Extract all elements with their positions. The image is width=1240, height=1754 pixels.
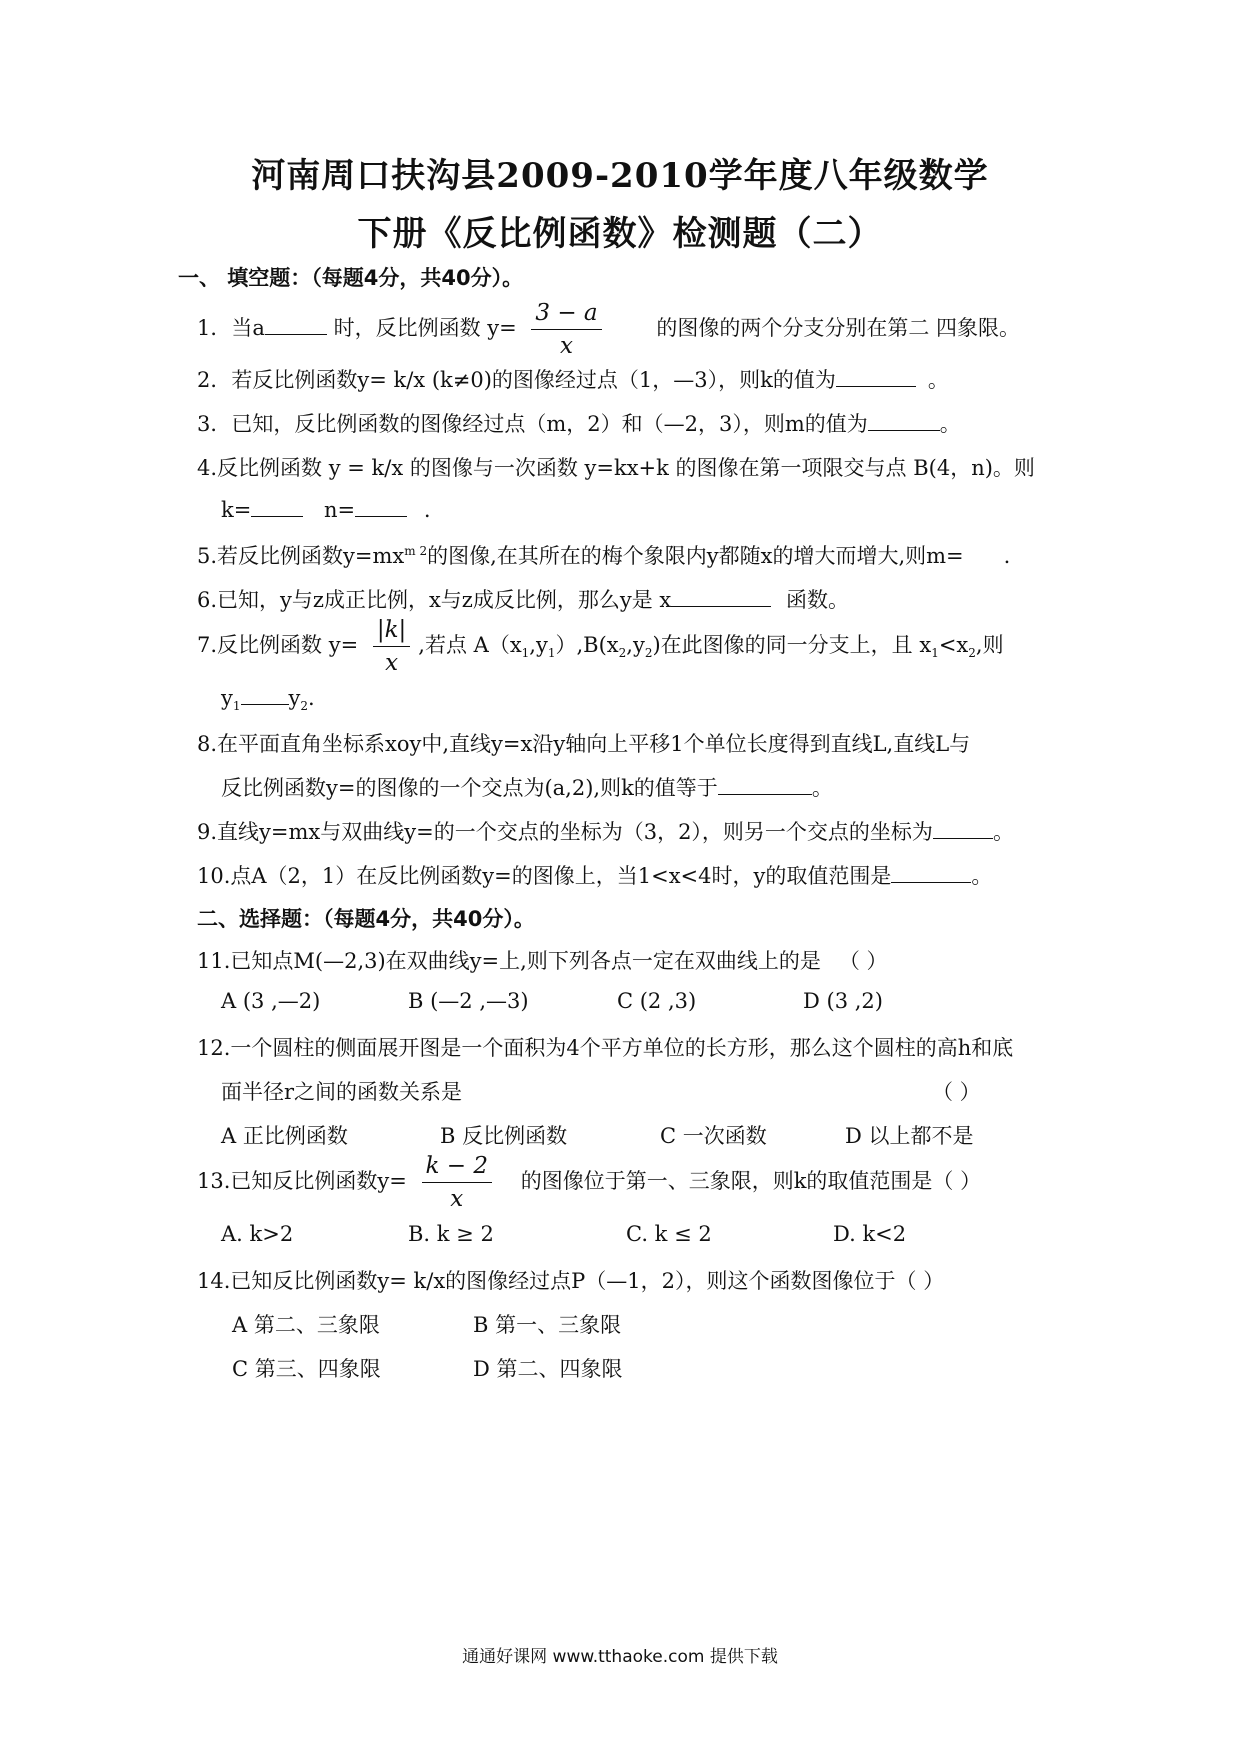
question-3 bbox=[197, 408, 961, 438]
subscript: 1 bbox=[931, 646, 939, 661]
question-14 bbox=[197, 1265, 944, 1295]
fraction bbox=[531, 297, 601, 362]
question-4-end: . bbox=[423, 498, 431, 522]
subscript: 2 bbox=[968, 646, 976, 661]
page-footer: 通通好课网 www.tthaoke.com 提供下载 bbox=[462, 1647, 778, 1667]
question-12-option-b: B 反比例函数 bbox=[440, 1124, 568, 1148]
answer-blank bbox=[241, 684, 289, 705]
question-13-text-b: 的图像位于第一、三象限，则k的取值范围是（ ） bbox=[520, 1169, 982, 1193]
answer-blank bbox=[891, 862, 971, 883]
question-3-text-a: 3．已知，反比例函数的图像经过点（m，2）和（—2，3），则m的值为 bbox=[197, 412, 868, 436]
question-13-option-a: A. k>2 bbox=[221, 1222, 294, 1246]
question-5-end: . bbox=[1003, 544, 1011, 568]
question-12-text-b: 面半径r之间的函数关系是 bbox=[221, 1080, 463, 1104]
question-11-option-b: B (—2 ,—3) bbox=[408, 989, 529, 1013]
answer-blank bbox=[868, 410, 940, 431]
question-13-option-b: B. k ≥ 2 bbox=[408, 1222, 494, 1246]
question-8-text-b: 反比例函数y=的图像的一个交点为(a,2),则k的值等于 bbox=[221, 776, 718, 800]
section-choice-heading: 二、选择题：（每题4分，共40分）。 bbox=[197, 907, 535, 931]
question-8-line-2 bbox=[221, 772, 833, 802]
question-6 bbox=[197, 584, 849, 614]
question-11-option-c: C (2 ,3) bbox=[617, 989, 697, 1013]
question-7-text-b: ,若点 A（x bbox=[418, 633, 522, 657]
question-7-text-a: 7.反比例函数 y= bbox=[197, 633, 359, 657]
question-1-text-a: 1．当a bbox=[197, 316, 265, 340]
question-4 bbox=[197, 452, 1035, 482]
subscript: 1 bbox=[232, 699, 241, 714]
question-1-text-b: 时，反比例函数 y= bbox=[333, 316, 517, 340]
question-8-text-a: 8.在平面直角坐标系xoy中,直线y=x沿y轴向上平移1个单位长度得到直线L,直线L与 bbox=[197, 732, 971, 756]
question-7-text-b2: ,y bbox=[529, 633, 548, 657]
fraction-numerator: |k| bbox=[373, 614, 410, 647]
fraction-denominator: x bbox=[450, 1186, 464, 1212]
question-13-option-c: C. k ≤ 2 bbox=[626, 1222, 712, 1246]
question-13 bbox=[197, 1150, 981, 1215]
question-8-text-c: 。 bbox=[811, 776, 833, 800]
question-14-text-a: 14.已知反比例函数y= k/x的图像经过点P（—1，2），则这个函数图像位于（ ） bbox=[197, 1269, 945, 1293]
answer-blank bbox=[265, 314, 327, 335]
question-11 bbox=[197, 945, 888, 975]
question-8 bbox=[197, 728, 970, 758]
answer-blank bbox=[933, 818, 993, 839]
question-12-option-c: C 一次函数 bbox=[660, 1124, 767, 1148]
question-9-text-a: 9.直线y=mx与双曲线y=的一个交点的坐标为（3，2），则另一个交点的坐标为 bbox=[197, 820, 933, 844]
question-14-option-c: C 第三、四象限 bbox=[232, 1357, 381, 1381]
fraction bbox=[373, 614, 410, 679]
question-1 bbox=[197, 297, 1020, 362]
question-4-k-label: k= bbox=[221, 498, 252, 522]
title-line-1: 河南周口扶沟县2009-2010学年度八年级数学 bbox=[251, 156, 989, 196]
question-7-text-d2: <x bbox=[938, 633, 969, 657]
question-5-text-b: 的图像,在其所在的梅个象限内y都随x的增大而增大,则m= bbox=[427, 544, 964, 568]
question-4-n-label: n= bbox=[324, 498, 356, 522]
question-6-text-a: 6.已知，y与z成正比例，x与z成反比例，那么y是 x bbox=[197, 588, 672, 612]
question-12-option-a: A 正比例函数 bbox=[221, 1124, 348, 1148]
question-2-text-a: 2．若反比例函数y= k/x (k≠0)的图像经过点（1，—3），则k的值为 bbox=[197, 368, 836, 392]
answer-parentheses: （ ） bbox=[838, 949, 888, 973]
question-14-option-a: A 第二、三象限 bbox=[232, 1313, 380, 1337]
question-12-text-a: 12.一个圆柱的侧面展开图是一个面积为4个平方单位的长方形，那么这个圆柱的高h和底 bbox=[197, 1036, 1014, 1060]
question-4-answers bbox=[221, 496, 431, 522]
question-12 bbox=[197, 1032, 1013, 1062]
fraction bbox=[422, 1150, 492, 1215]
question-7-end: . bbox=[308, 686, 315, 710]
y2: y bbox=[288, 686, 301, 710]
question-13-text-a: 13.已知反比例函数y= bbox=[197, 1169, 407, 1193]
question-7-text-d: )在此图像的同一分支上，且 x bbox=[652, 633, 932, 657]
question-14-option-d: D 第二、四象限 bbox=[473, 1357, 623, 1381]
question-5-text-a: 5.若反比例函数y=mx bbox=[197, 544, 405, 568]
question-6-text-b: 函数。 bbox=[785, 588, 849, 612]
answer-parentheses: （ ） bbox=[932, 1080, 981, 1104]
question-14-option-b: B 第一、三象限 bbox=[473, 1313, 622, 1337]
title-line-2: 下册《反比例函数》检测题（二） bbox=[357, 214, 883, 254]
question-7 bbox=[197, 614, 1004, 679]
question-2-text-b: 。 bbox=[927, 368, 949, 392]
question-11-option-a: A (3 ,—2) bbox=[221, 989, 321, 1013]
question-5 bbox=[197, 540, 1010, 570]
subscript: 2 bbox=[618, 646, 627, 661]
question-11-text-a: 11.已知点M(—2,3)在双曲线y=上,则下列各点一定在双曲线上的是 bbox=[197, 949, 821, 973]
question-4-text-a: 4.反比例函数 y = k/x 的图像与一次函数 y=kx+k 的图像在第一项限交与点 B(4，n)。则 bbox=[197, 456, 1035, 480]
fraction-numerator: k − 2 bbox=[422, 1150, 492, 1183]
exponent: m 2 bbox=[404, 544, 428, 558]
answer-blank bbox=[836, 366, 916, 387]
question-7-text-c2: ,y bbox=[626, 633, 645, 657]
answer-blank bbox=[718, 774, 812, 795]
answer-blank bbox=[671, 586, 771, 607]
question-10 bbox=[197, 860, 992, 890]
subscript: 2 bbox=[644, 646, 653, 661]
question-13-option-d: D. k<2 bbox=[833, 1222, 907, 1246]
section-fill-in-heading: 一、 填空题：（每题4分，共40分）。 bbox=[178, 266, 524, 290]
subscript: 1 bbox=[521, 646, 530, 661]
question-7-answer bbox=[221, 684, 315, 713]
fraction-denominator: x bbox=[560, 333, 574, 359]
subscript: 2 bbox=[300, 699, 309, 714]
fraction-denominator: x bbox=[385, 650, 399, 676]
answer-blank bbox=[251, 496, 303, 517]
subscript: 1 bbox=[547, 646, 556, 661]
question-9 bbox=[197, 816, 1014, 846]
question-12-line-2 bbox=[221, 1076, 462, 1106]
question-7-text-c: ）,B(x bbox=[555, 633, 619, 657]
answer-blank bbox=[355, 496, 407, 517]
question-11-option-d: D (3 ,2) bbox=[803, 989, 883, 1013]
question-7-text-e: ,则 bbox=[975, 633, 1004, 657]
question-1-text-c: 的图像的两个分支分别在第二 四象限。 bbox=[656, 316, 1021, 340]
y1: y bbox=[221, 686, 233, 710]
fraction-numerator: 3 − a bbox=[531, 297, 601, 330]
question-10-text-b: 。 bbox=[971, 864, 993, 888]
question-2 bbox=[197, 364, 949, 394]
question-10-text-a: 10.点A（2，1）在反比例函数y=的图像上，当1<x<4时，y的取值范围是 bbox=[197, 864, 892, 888]
question-9-text-b: 。 bbox=[992, 820, 1014, 844]
question-3-text-b: 。 bbox=[939, 412, 961, 436]
question-12-option-d: D 以上都不是 bbox=[845, 1124, 974, 1148]
